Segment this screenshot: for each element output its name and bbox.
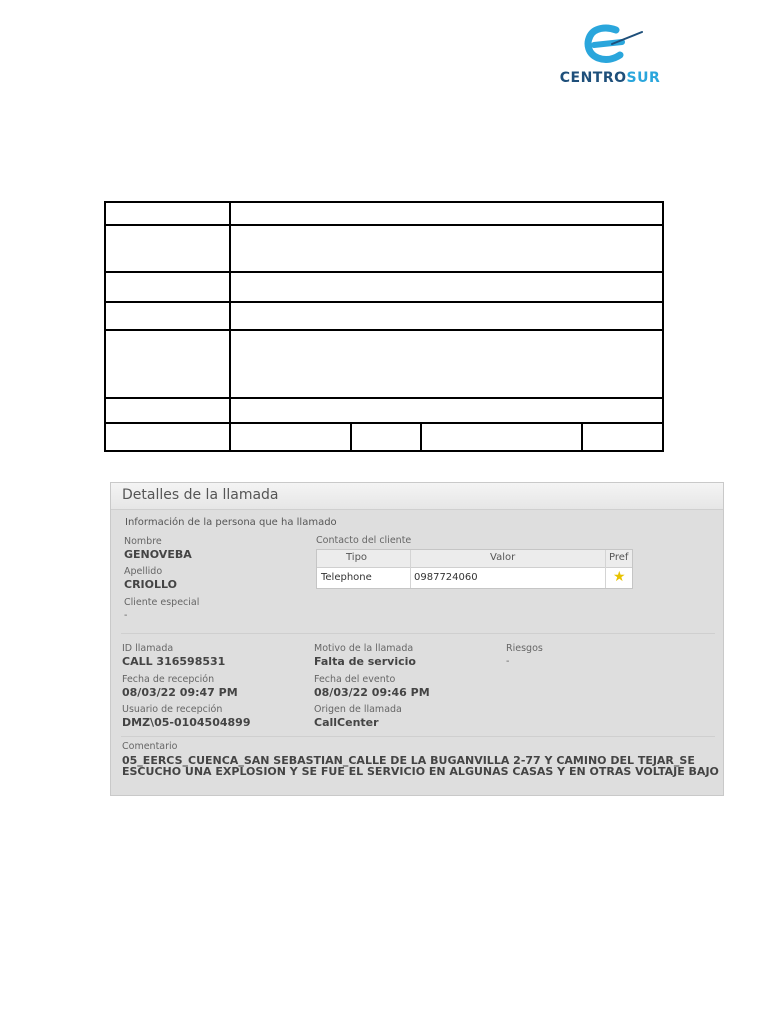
section-divider xyxy=(121,736,715,737)
panel-header xyxy=(111,483,723,510)
column-divider xyxy=(410,550,411,588)
table-divider xyxy=(106,422,662,424)
usuario-recepcion-label: Usuario de recepción xyxy=(122,704,223,715)
table-divider xyxy=(350,422,352,450)
table-divider xyxy=(106,329,662,331)
star-icon[interactable]: ★ xyxy=(613,569,626,585)
table-divider xyxy=(106,397,662,399)
id-llamada-label: ID llamada xyxy=(122,643,174,654)
apellido-value: CRIOLLO xyxy=(124,578,177,591)
usuario-recepcion-value: DMZ\05-0104504899 xyxy=(122,716,251,729)
motivo-label: Motivo de la llamada xyxy=(314,643,414,654)
table-divider xyxy=(229,203,231,450)
nombre-value: GENOVEBA xyxy=(124,548,192,561)
fecha-evento-label: Fecha del evento xyxy=(314,674,396,685)
logo-wordmark: CENTROSUR xyxy=(559,70,661,86)
comentario-label: Comentario xyxy=(122,741,178,752)
caller-section-title: Información de la persona que ha llamado xyxy=(125,517,337,528)
column-header-pref: Pref xyxy=(609,552,629,563)
cliente-especial-label: Cliente especial xyxy=(124,597,200,608)
section-divider xyxy=(121,633,715,634)
origen-label: Origen de llamada xyxy=(314,704,402,715)
origen-value: CallCenter xyxy=(314,716,379,729)
table-divider xyxy=(106,271,662,273)
id-llamada-value: CALL 316598531 xyxy=(122,655,226,668)
contact-table-header xyxy=(317,550,632,568)
table-divider xyxy=(106,224,662,226)
contacto-label: Contacto del cliente xyxy=(316,535,412,546)
blank-form-table xyxy=(104,201,664,452)
column-header-valor: Valor xyxy=(490,552,516,563)
contact-tipo-cell: Telephone xyxy=(321,572,372,583)
table-divider xyxy=(581,422,583,450)
fecha-recepcion-label: Fecha de recepción xyxy=(122,674,215,685)
centrosur-logo xyxy=(548,24,672,90)
nombre-label: Nombre xyxy=(124,536,162,547)
table-divider xyxy=(106,301,662,303)
cliente-especial-value: - xyxy=(124,610,128,621)
column-header-tipo: Tipo xyxy=(346,552,368,563)
column-divider xyxy=(605,550,606,588)
riesgos-label: Riesgos xyxy=(506,643,543,654)
contact-table xyxy=(316,549,633,589)
motivo-value: Falta de servicio xyxy=(314,655,416,668)
contact-valor-cell: 0987724060 xyxy=(414,572,478,583)
call-details-panel xyxy=(110,482,724,796)
panel-title: Detalles de la llamada xyxy=(122,487,279,503)
centrosur-e-logo-icon xyxy=(576,24,646,68)
comentario-value: 05_EERCS_CUENCA_SAN SEBASTIAN_CALLE DE LA BUGANVILLA 2-77 Y CAMINO DEL TEJAR_SE ESCUCHO UNA EXPLOSION Y SE FUE EL SERVICIO EN ALGUNAS CASAS Y EN OTRAS VOLTAJE BAJO xyxy=(122,754,719,778)
fecha-recepcion-value: 08/03/22 09:47 PM xyxy=(122,686,238,699)
fecha-evento-value: 08/03/22 09:46 PM xyxy=(314,686,430,699)
table-divider xyxy=(420,422,422,450)
apellido-label: Apellido xyxy=(124,566,163,577)
riesgos-value: - xyxy=(506,656,510,667)
